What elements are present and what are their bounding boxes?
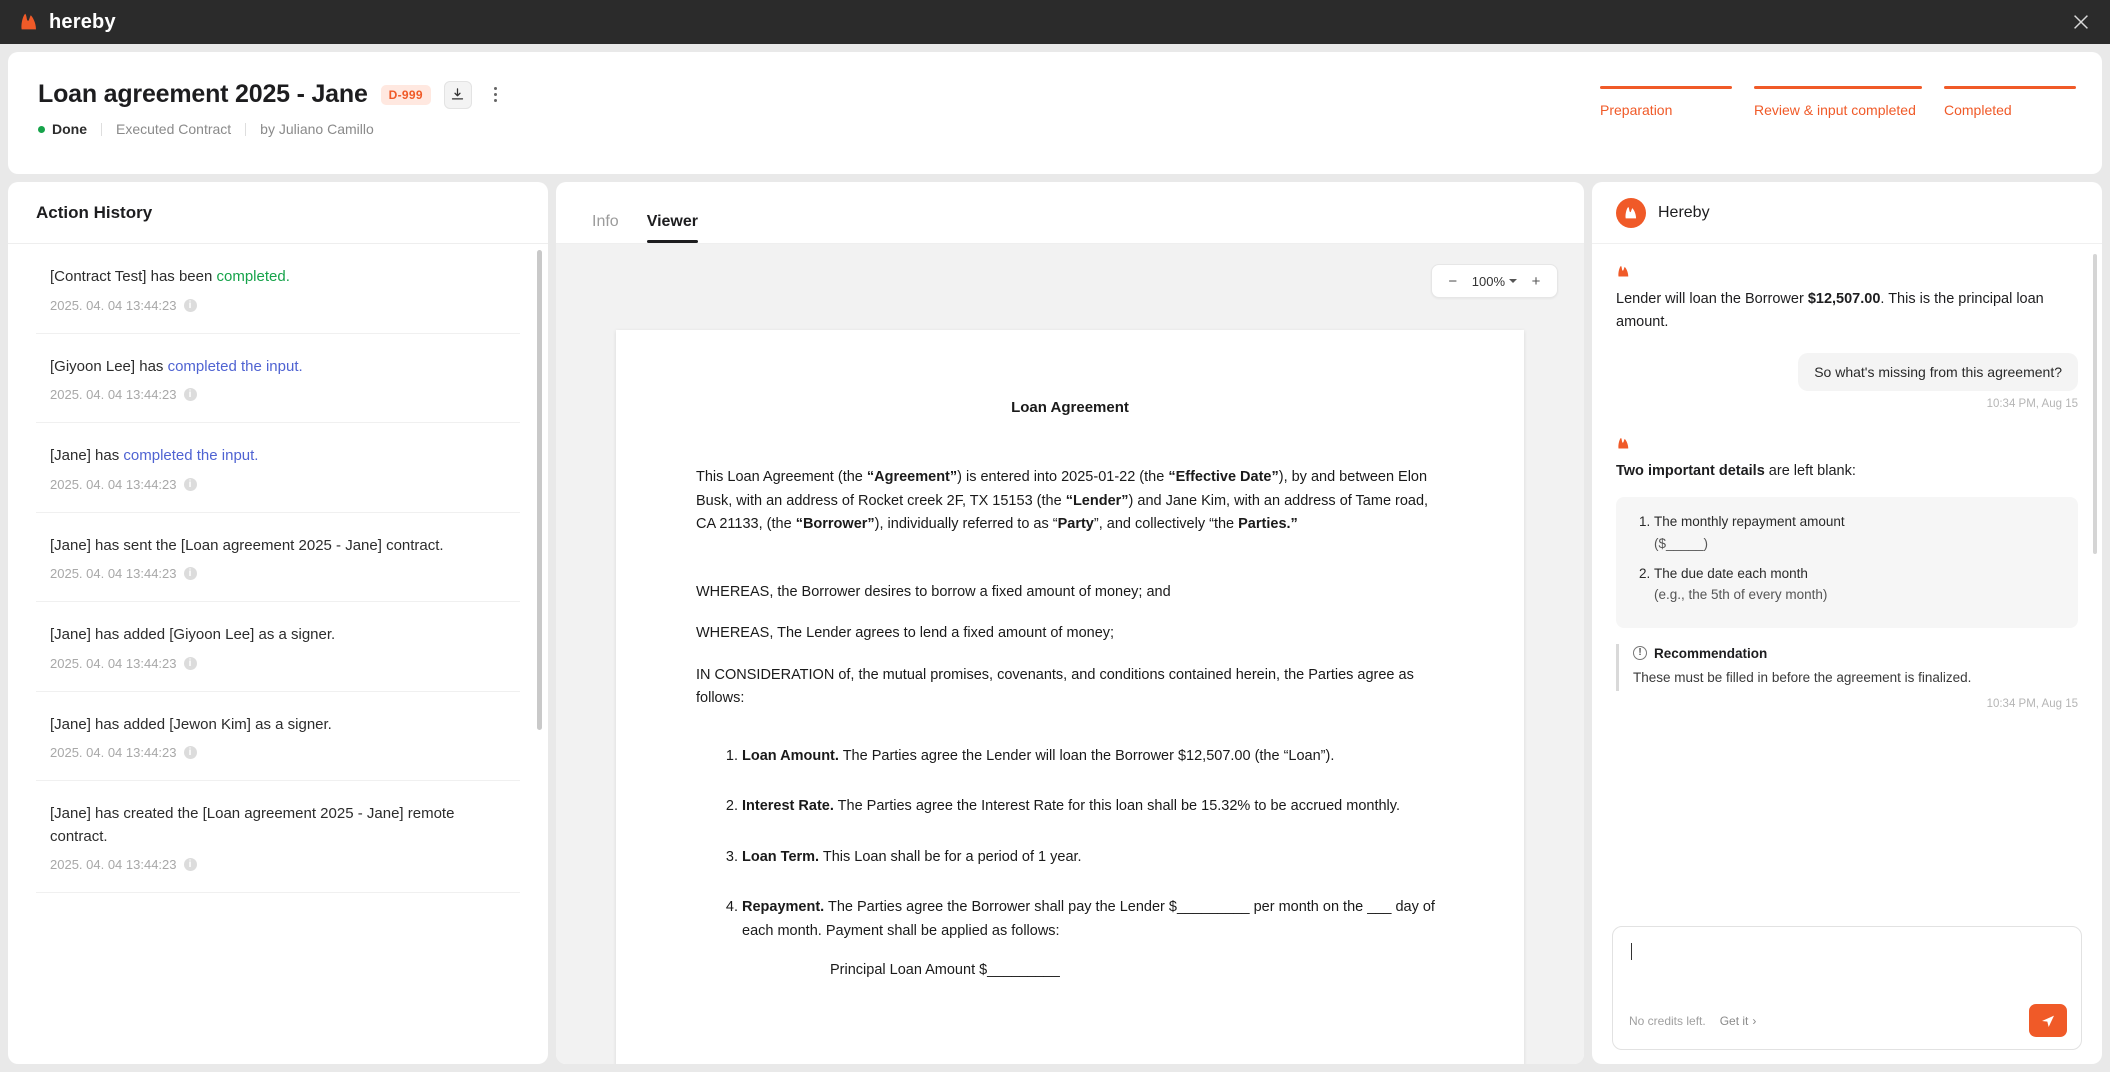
page-title: Loan agreement 2025 - Jane: [38, 80, 368, 108]
step-completed[interactable]: [1944, 86, 2076, 120]
message-timestamp: 10:34 PM, Aug 15: [1986, 697, 2078, 710]
zoom-level-select[interactable]: [1472, 274, 1517, 289]
history-time-text: 2025. 04. 04 13:44:23: [50, 745, 177, 760]
contract-title: Loan Agreement: [1011, 399, 1129, 416]
clause-body: The Parties agree the Borrower shall pay the Lender $_________ per month on the ___ day of each month. Payment shall be applied as follows:: [742, 899, 1435, 939]
history-text: [50, 445, 516, 468]
history-text-lead: [Giyoon Lee] has: [50, 357, 168, 375]
detail-sub: (e.g., the 5th of every month): [1654, 587, 1828, 603]
clause-heading: Repayment.: [742, 899, 825, 916]
credits-status: [1629, 1014, 1756, 1028]
user-message: So what's missing from this agreement?: [1798, 353, 2078, 391]
history-time-text: 2025. 04. 04 13:44:23: [50, 857, 177, 872]
action-history-title: Action History: [8, 182, 548, 244]
step-preparation[interactable]: [1600, 86, 1732, 120]
chevron-down-icon: [1509, 279, 1517, 283]
document-id-badge: D-999: [381, 85, 431, 105]
clause-body: The Parties agree the Lender will loan the Borrower $12,507.00 (the “Loan”).: [838, 747, 1335, 764]
clause-heading: Interest Rate.: [742, 798, 834, 815]
document-meta: [38, 121, 507, 137]
assistant-mark-icon: [1616, 264, 1631, 279]
history-timestamp: [50, 857, 516, 872]
status-label: Done: [52, 121, 87, 137]
document-page: [616, 330, 1524, 1064]
assistant-avatar-icon: [1616, 198, 1646, 228]
assistant-message-lead: Two important details are left blank:: [1616, 462, 1856, 479]
detail-sub: ($_____): [1654, 536, 1709, 552]
info-icon[interactable]: i: [184, 858, 197, 871]
zoom-control: [1431, 264, 1558, 298]
progress-steps: [1600, 80, 2076, 120]
missing-details-card: [1616, 497, 2078, 627]
action-history-list[interactable]: [8, 244, 548, 893]
message-timestamp: 10:34 PM, Aug 15: [1986, 397, 2078, 410]
history-time-text: 2025. 04. 04 13:44:23: [50, 476, 177, 492]
list-item[interactable]: [36, 244, 520, 334]
divider: [245, 123, 246, 136]
viewer-tabs: [556, 182, 1584, 244]
recommendation-body: These must be filled in before the agreement is finalized.: [1633, 669, 1972, 685]
history-timestamp: [50, 477, 516, 492]
recommendation-title-row: [1633, 646, 2078, 661]
list-item[interactable]: [36, 334, 520, 424]
divider: [101, 123, 102, 136]
tab-viewer[interactable]: Viewer: [647, 213, 698, 243]
history-timestamp: [50, 387, 516, 402]
user-message-row: [1616, 335, 2078, 391]
list-item: [742, 745, 1444, 768]
page-shell: [0, 44, 2110, 1072]
list-item: [1654, 563, 2060, 606]
info-icon[interactable]: i: [184, 478, 197, 491]
contract-clause-list: [696, 745, 1444, 983]
download-icon[interactable]: [444, 81, 472, 109]
info-icon[interactable]: i: [184, 746, 197, 759]
step-bar: [1944, 86, 2076, 89]
chevron-right-icon: ›: [1752, 1013, 1757, 1028]
credits-text: No credits left.: [1629, 1013, 1706, 1028]
document-type: Executed Contract: [116, 121, 232, 137]
document-title-row: [38, 80, 507, 109]
text-cursor: [1631, 943, 1632, 960]
clause-body: The Parties agree the Interest Rate for this loan shall be 15.32% to be accrued monthly.: [833, 798, 1400, 815]
history-timestamp: [50, 566, 516, 581]
step-label: Completed: [1944, 102, 2012, 118]
history-scrollbar[interactable]: [537, 250, 542, 730]
brand-name: hereby: [49, 10, 116, 33]
assistant-message: Lender will loan the Borrower $12,507.00. This is the principal loan amount.: [1616, 291, 2044, 331]
history-text: [Jane] has created the [Loan agreement 2025 - Jane] remote contract.: [50, 805, 455, 845]
list-item[interactable]: [36, 692, 520, 782]
clause-heading: Loan Amount.: [742, 747, 839, 764]
viewer-canvas: [556, 244, 1584, 1064]
document-header: [8, 52, 2102, 174]
detail-main: 2. The due date each month: [1654, 565, 1808, 581]
brand: [18, 11, 116, 34]
assistant-message-block: [1616, 436, 2078, 710]
recommendation-title: Recommendation: [1654, 645, 1768, 661]
list-item[interactable]: [36, 513, 520, 603]
history-time-text: 2025. 04. 04 13:44:23: [50, 297, 177, 313]
status-dot-icon: [38, 126, 45, 133]
composer-footer: [1629, 1004, 2067, 1037]
list-item[interactable]: [36, 423, 520, 513]
assistant-title: Hereby: [1658, 203, 1710, 221]
contract-whereas-1: WHEREAS, the Borrower desires to borrow a fixed amount of money; and: [696, 583, 1171, 600]
history-text-lead: [Contract Test] has been: [50, 268, 217, 285]
history-text: [Jane] has added [Giyoon Lee] as a signer.: [50, 626, 336, 643]
step-label: Preparation: [1600, 102, 1673, 118]
info-icon[interactable]: i: [184, 299, 197, 312]
list-item[interactable]: [36, 602, 520, 692]
recommendation-block: [1616, 644, 2078, 691]
tab-info[interactable]: Info: [592, 213, 619, 230]
document-owner: by Juliano Camillo: [260, 121, 374, 137]
get-credits-label: Get it: [1719, 1013, 1749, 1028]
list-item: [742, 795, 1444, 818]
missing-details-list: [1634, 511, 2060, 605]
history-text: [Jane] has added [Jewon Kim] as a signer.: [50, 715, 332, 733]
send-button[interactable]: [2029, 1004, 2067, 1037]
close-icon[interactable]: [2070, 11, 2092, 33]
step-bar: [1754, 86, 1922, 89]
info-icon[interactable]: i: [184, 567, 197, 580]
history-time-text: 2025. 04. 04 13:44:23: [50, 566, 177, 581]
history-timestamp: [50, 745, 516, 760]
history-text: [Jane] has sent the [Loan agreement 2025 - Jane] contract.: [50, 536, 444, 554]
step-label: Review & input completed: [1754, 102, 1916, 118]
history-time-text: 2025. 04. 04 13:44:23: [50, 387, 177, 402]
chat-composer[interactable]: [1612, 926, 2082, 1050]
info-circle-icon: !: [1633, 646, 1647, 660]
assistant-header: [1592, 182, 2102, 244]
history-text-highlight: completed the input.: [123, 447, 259, 464]
action-history-panel: [8, 182, 548, 1064]
main-body: [8, 182, 2102, 1064]
assistant-scrollbar[interactable]: [2093, 254, 2097, 554]
assistant-panel: [1592, 182, 2102, 1064]
zoom-level-value: 100%: [1471, 273, 1505, 289]
clause-body: This Loan shall be for a period of 1 year.: [819, 848, 1082, 865]
history-text: [50, 356, 516, 379]
status-badge: [38, 121, 87, 137]
history-text-highlight: completed the input.: [167, 357, 303, 375]
viewer-panel: [556, 182, 1584, 1064]
contract-consideration: IN CONSIDERATION of, the mutual promises, covenants, and conditions contained herein, the Parties agree as follows:: [696, 666, 1414, 707]
kebab-menu-icon[interactable]: [485, 82, 507, 108]
hereby-logo-icon: [18, 11, 40, 33]
zoom-out-button[interactable]: −: [1448, 272, 1458, 290]
contract-whereas-2: WHEREAS, The Lender agrees to lend a fixed amount of money;: [696, 625, 1115, 642]
detail-main: 1. The monthly repayment amount: [1654, 514, 1845, 530]
assistant-mark-icon: [1616, 436, 1631, 451]
clause-subline: Principal Loan Amount $_________: [830, 962, 1060, 979]
history-timestamp: [50, 298, 516, 313]
document-summary: [38, 80, 507, 137]
info-icon[interactable]: i: [184, 388, 197, 401]
title-bar: [0, 0, 2110, 44]
clause-heading: Loan Term.: [742, 848, 820, 865]
info-icon[interactable]: i: [184, 657, 197, 670]
contract-paragraph-intro: This Loan Agreement (the “Agreement”) is entered into 2025-01-22 (the “Effective Date”), by and between Elon Busk, with an address of Rocket creek 2F, TX 15153 (the “Lender”) and Jane Kim, with an address of Tame road, CA 21133, (the “Borrower”), individually referred to as “Party”, and collectively “the Parties.”: [696, 469, 1429, 533]
history-text-highlight: completed.: [216, 268, 290, 285]
history-text-lead: [Jane] has: [50, 447, 124, 464]
zoom-in-button[interactable]: +: [1531, 272, 1541, 290]
get-credits-link[interactable]: [1720, 1014, 1757, 1028]
step-bar: [1600, 86, 1732, 89]
history-time-text: 2025. 04. 04 13:44:23: [50, 655, 177, 671]
list-item: [1654, 511, 2060, 554]
list-item: [742, 896, 1444, 982]
history-timestamp: [50, 656, 516, 671]
history-text: [50, 266, 516, 289]
list-item: [742, 846, 1444, 869]
list-item[interactable]: [36, 781, 520, 893]
step-review-input[interactable]: [1754, 86, 1922, 120]
